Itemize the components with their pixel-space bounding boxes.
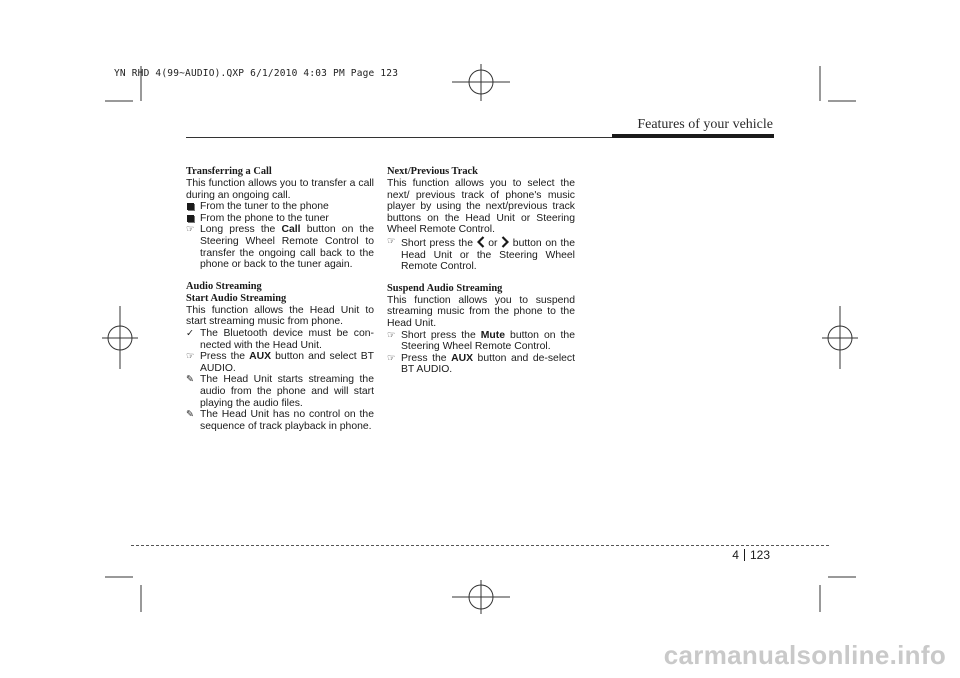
pointing-hand-icon: ☞ — [186, 224, 195, 236]
press-aux-instruction: ☞ Press the AUX button and select BT AUDIO. — [186, 351, 374, 374]
transfer-call-heading: Transferring a Call — [186, 166, 272, 177]
registration-mark-left — [102, 306, 138, 369]
next-previous-track-heading: Next/Previous Track — [387, 166, 478, 177]
right-column — [387, 166, 575, 376]
watermark: carmanualsonline.info — [663, 640, 946, 670]
note-item: ✎ The Head Unit has no control on the sequence of track playback in phone. — [186, 409, 374, 432]
list-item: From the tuner to the phone — [186, 201, 374, 213]
page-number — [732, 548, 770, 562]
pencil-icon: ✎ — [186, 409, 194, 421]
note-item: ✎ The Head Unit starts streaming the audio from the phone and will start playing the audio files. — [186, 374, 374, 409]
square-bullet-icon — [187, 203, 194, 210]
short-press-track-instruction: ☞ Short press the or button on the Head Unit or the Steering Wheel Remote Control. — [387, 235, 575, 273]
left-column — [186, 166, 374, 432]
footer-rule — [131, 545, 829, 546]
section-title: Features of your vehicle — [637, 117, 773, 132]
page-number-divider — [744, 549, 745, 561]
call-key-label: Call — [281, 224, 301, 236]
pencil-icon: ✎ — [186, 374, 194, 386]
registration-mark-top — [452, 64, 510, 101]
registration-mark-right — [822, 306, 858, 369]
pointing-hand-icon: ☞ — [186, 351, 195, 363]
page-number-value: 123 — [749, 548, 770, 562]
print-slug: YN RHD 4(99~AUDIO).QXP 6/1/2010 4:03 PM Page 123 — [114, 68, 399, 79]
pointing-hand-icon: ☞ — [387, 329, 396, 341]
long-press-call-instruction: ☞ Long press the Call button on the Steering Wheel Remote Control to transfer the ongoing call back to the phone or back to the tuner again. — [186, 224, 374, 271]
start-audio-streaming-heading: Start Audio Streaming — [186, 292, 287, 304]
chapter-number: 4 — [732, 548, 739, 562]
header-accent-bar — [612, 134, 774, 138]
bluetooth-requirement: ✓ The Bluetooth device must be con- nected with the Head Unit. — [186, 327, 374, 351]
pointing-hand-icon: ☞ — [387, 352, 396, 364]
suspend-streaming-intro: This function allows you to suspend streaming music from the phone to the Head Unit. — [387, 294, 575, 329]
suspend-audio-streaming-heading: Suspend Audio Streaming — [387, 282, 503, 294]
short-press-mute-instruction: ☞ Short press the Mute button on the Steering Wheel Remote Control. — [387, 329, 575, 353]
mute-key-label: Mute — [480, 329, 506, 341]
next-previous-intro: This function allows you to select the next/ previous track of phone's music player by using the next/previous track buttons on the Head Unit or Steering Wheel Remote Control. — [387, 178, 575, 236]
aux-key-label: AUX — [451, 352, 474, 364]
list-item: From the phone to the tuner — [186, 213, 374, 225]
square-bullet-icon — [187, 215, 194, 222]
aux-key-label: AUX — [249, 351, 272, 363]
chevron-right-icon — [501, 236, 509, 248]
audio-streaming-heading: Audio Streaming — [186, 280, 262, 292]
chevron-left-icon — [477, 236, 485, 248]
start-streaming-intro: This function allows the Head Unit to start streaming music from phone. — [186, 304, 374, 328]
transfer-call-intro: This function allows you to transfer a call during an ongoing call. — [186, 178, 374, 201]
press-aux-deselect-instruction: ☞ Press the AUX button and de-select BT AUDIO. — [387, 352, 575, 376]
registration-mark-bottom — [452, 580, 510, 614]
pointing-hand-icon: ☞ — [387, 235, 396, 247]
check-icon: ✓ — [186, 327, 194, 339]
